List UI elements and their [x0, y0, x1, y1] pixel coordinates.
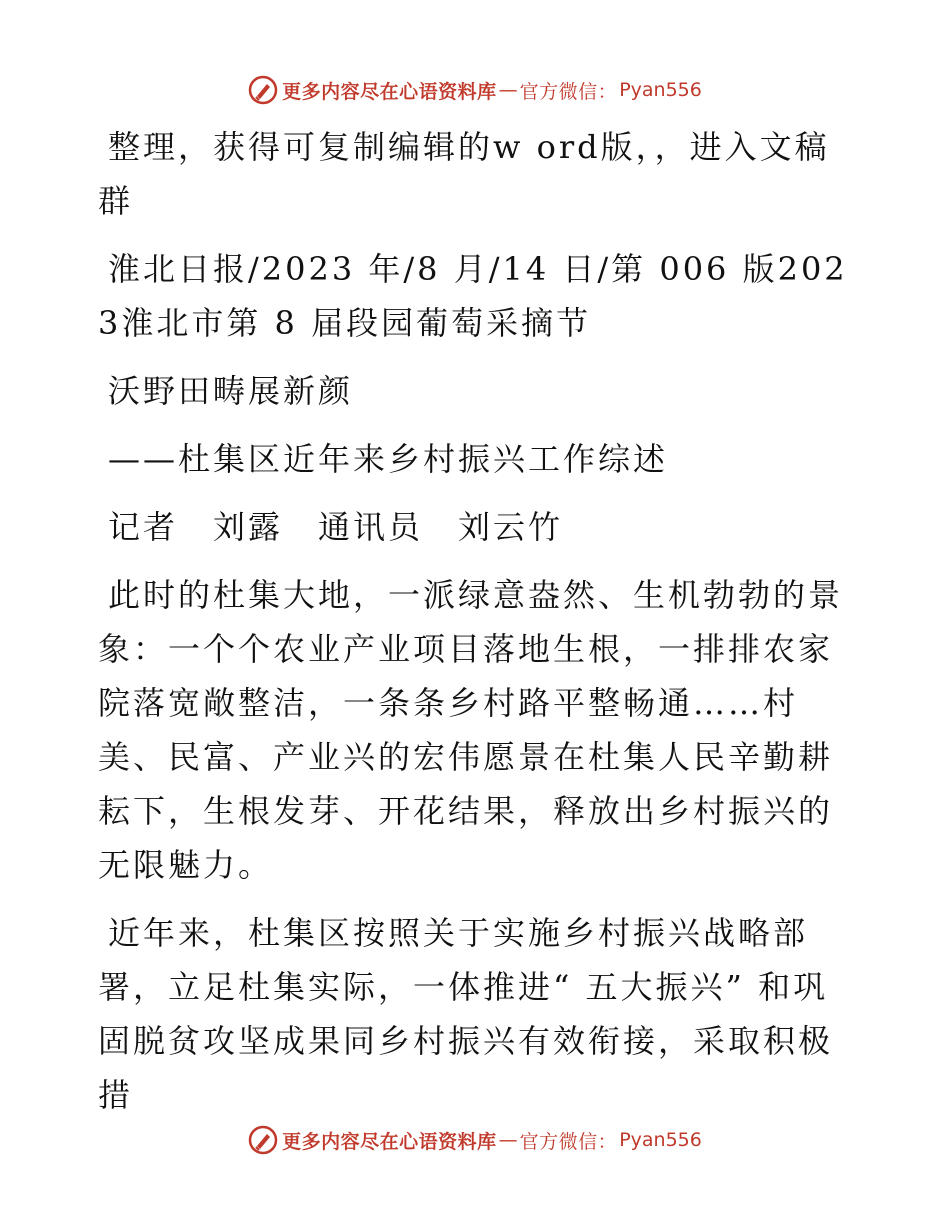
paragraph-2: 近年来，杜集区按照关于实施乡村振兴战略部署，立足杜集实际，一体推进“ 五大振兴” 和巩固脱贫攻坚成果同乡村振兴有效衔接，采取积极措	[98, 914, 834, 1114]
intro-line: 整理，获得可复制编辑的w ord版，，进入文稿群	[98, 128, 830, 220]
watermark-label: 官方微信：	[519, 1130, 618, 1153]
headline: 沃野田畴展新颜	[108, 372, 354, 410]
pen-seal-icon	[248, 1125, 278, 1155]
paragraph-1: 此时的杜集大地，一派绿意盎然、生机勃勃的景象：一个个农业产业项目落地生根，一排排农家院落宽敞整洁，一条条乡村路平整畅通……村美、民富、产业兴的宏伟愿景在杜集人民辛勤耕耘下，生根发芽、开花结果，释放出乡村振兴的无限魅力。	[98, 576, 844, 884]
watermark-separator: —	[498, 79, 518, 101]
byline: 记者 刘露 通讯员 刘云竹	[108, 508, 564, 546]
watermark-label: 官方微信：	[519, 80, 618, 103]
watermark-brand: 更多内容尽在心语资料库	[282, 1130, 497, 1153]
watermark-wechat-id: Pyan556	[619, 79, 702, 101]
watermark-banner-bottom	[0, 1120, 950, 1160]
watermark-wechat-id: Pyan556	[619, 1129, 702, 1151]
source-line: 淮北日报/2023 年/8 月/14 日/第 006 版2023淮北市第 8 届段园葡萄采摘节	[98, 250, 848, 342]
pen-seal-icon	[248, 75, 278, 105]
watermark-banner-top	[0, 70, 950, 110]
document-body	[98, 120, 850, 1136]
watermark-brand: 更多内容尽在心语资料库	[282, 80, 497, 103]
subheadline: ——杜集区近年来乡村振兴工作综述	[108, 440, 669, 478]
watermark-separator: —	[498, 1129, 518, 1151]
